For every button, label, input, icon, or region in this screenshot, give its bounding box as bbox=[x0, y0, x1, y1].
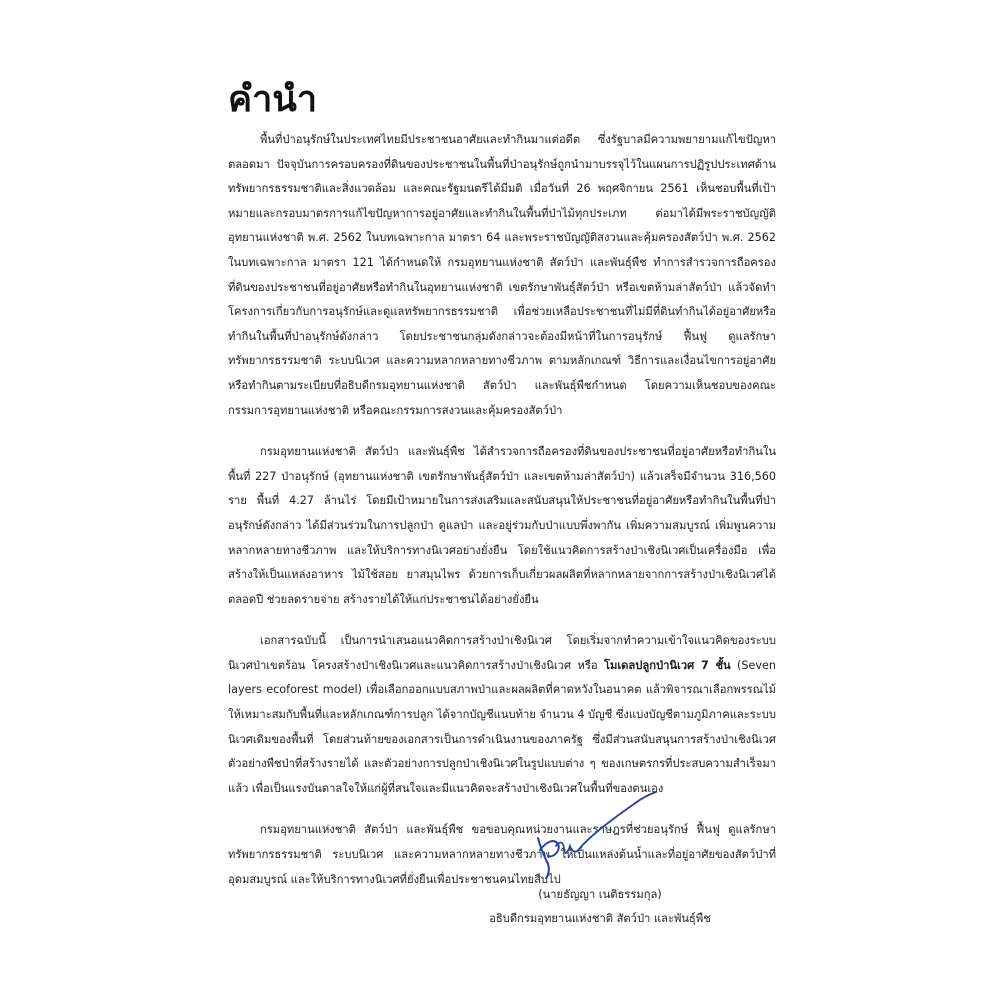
paragraph-3-text-before: เอกสารฉบับนี้ เป็นการนำเสนอแนวคิดการสร้างป่าเชิงนิเวศ โดยเริ่มจากทำความเข้าใจแนวคิดของระบบนิเวศป่าเขตร้อน โครงสร้างป่าเชิงนิเวศและแนวคิดการสร้างป่าเชิงนิเวศ หรือ bbox=[228, 634, 776, 672]
model-name-highlight: โมเดลปลูกป่านิเวศ 7 ชั้น bbox=[603, 658, 731, 672]
foreword-body bbox=[228, 128, 776, 909]
paragraph-2: กรมอุทยานแห่งชาติ สัตว์ป่า และพันธุ์พืช ได้สำรวจการถือครองที่ดินของประชาชนที่อยู่อาศัยหรือทำกินในพื้นที่ 227 ป่าอนุรักษ์ (อุทยานแห่งชาติ เขตรักษาพันธุ์สัตว์ป่า และเขตห้ามล่าสัตว์ป่า) แล้วเสร็จมีจำนวน 316,560 ราย พื้นที่ 4.27 ล้านไร่ โดยมีเป้าหมายในการส่งเสริมและสนับสนุนให้ประชาชนที่อยู่อาศัยหรือทำกินในพื้นที่ป่าอนุรักษ์ดังกล่าว ได้มีส่วนร่วมในการปลูกป่า ดูแลป่า และอยู่ร่วมกับป่าแบบพึ่งพากัน เพิ่มความสมบูรณ์ เพิ่มพูนความหลากหลายทางชีวภาพ และให้บริการทางนิเวศอย่างยั่งยืน โดยใช้แนวคิดการสร้างป่าเชิงนิเวศเป็นเครื่องมือ เพื่อสร้างให้เป็นแหล่งอาหาร ไม้ใช้สอย ยาสมุนไพร ด้วยการเก็บเกี่ยวผลผลิตที่หลากหลายจากการสร้างป่าเชิงนิเวศได้ตลอดปี ช่วยลดรายจ่าย สร้างรายได้ให้แก่ประชาชนได้อย่างยั่งยืน bbox=[228, 445, 776, 606]
paragraph-3-text-after: (Seven layers ecoforest model) เพื่อเลือกออกแบบสภาพป่าและผลผลิตที่คาดหวังในอนาคต แล้วพิจารณาเลือกพรรณไม้ให้เหมาะสมกับพื้นที่และหลักเกณฑ์การปลูก ได้จากบัญชีแนบท้าย จำนวน 4 บัญชี ซึ่งแบ่งบัญชีตามภูมิภาคและระบบนิเวศเดิมของพื้นที่ โดยส่วนท้ายของเอกสารเป็นการดำเนินงานของภาครัฐ ซึ่งมีส่วนสนับสนุนการสร้างป่าเชิงนิเวศ ตัวอย่างพืชป่าที่สร้างรายได้ และตัวอย่างการปลูกป่าเชิงนิเวศในรูปแบบต่าง ๆ ของเกษตรกรที่ประสบความสำเร็จมาแล้ว เพื่อเป็นแรงบันดาลใจให้แก่ผู้ที่สนใจและมีแนวคิดจะสร้างป่าเชิงนิเวศในพื้นที่ของตนเอง bbox=[228, 658, 776, 795]
handwritten-signature bbox=[530, 790, 660, 880]
signatory-position: อธิบดีกรมอุทยานแห่งชาติ สัตว์ป่า และพันธุ์พืช bbox=[489, 912, 711, 925]
page-title: คำนำ bbox=[228, 79, 318, 120]
paragraph-1: พื้นที่ป่าอนุรักษ์ในประเทศไทยมีประชาชนอาศัยและทำกินมาแต่อดีต ซึ่งรัฐบาลมีความพยายามแก้ไขปัญหาตลอดมา ปัจจุบันการครอบครองที่ดินของประชาชนในพื้นที่ป่าอนุรักษ์ถูกนำมาบรรจุไว้ในแผนการปฏิรูปประเทศด้านทรัพยากรธรรมชาติและสิ่งแวดล้อม และคณะรัฐมนตรีได้มีมติ เมื่อวันที่ 26 พฤศจิกายน 2561 เห็นชอบพื้นที่เป้าหมายและกรอบมาตรการแก้ไขปัญหาการอยู่อาศัยและทำกินในพื้นที่ป่าไม้ทุกประเภท ต่อมาได้มีพระราชบัญญัติอุทยานแห่งชาติ พ.ศ. 2562 ในบทเฉพาะกาล มาตรา 64 และพระราชบัญญัติสงวนและคุ้มครองสัตว์ป่า พ.ศ. 2562 ในบทเฉพาะกาล มาตรา 121 ได้กำหนดให้ กรมอุทยานแห่งชาติ สัตว์ป่า และพันธุ์พืช ทำการสำรวจการถือครองที่ดินของประชาชนที่อยู่อาศัยหรือทำกินในอุทยานแห่งชาติ เขตรักษาพันธุ์สัตว์ป่า หรือเขตห้ามล่าสัตว์ป่า แล้วจัดทำโครงการเกี่ยวกับการอนุรักษ์และดูแลทรัพยากรธรรมชาติ เพื่อช่วยเหลือประชาชนที่ไม่มีที่ดินทำกินได้อยู่อาศัยหรือทำกินในพื้นที่ป่าอนุรักษ์ดังกล่าว โดยประชาชนกลุ่มดังกล่าวจะต้องมีหน้าที่ในการอนุรักษ์ ฟื้นฟู ดูแลรักษาทรัพยากรธรรมชาติ ระบบนิเวศ และความหลากหลายทางชีวภาพ ตามหลักเกณฑ์ วิธีการและเงื่อนไขการอยู่อาศัย หรือทำกินตามระเบียบที่อธิบดีกรมอุทยานแห่งชาติ สัตว์ป่า และพันธุ์พืชกำหนด โดยความเห็นชอบของคณะกรรมการอุทยานแห่งชาติ หรือคณะกรรมการสงวนและคุ้มครองสัตว์ป่า bbox=[228, 133, 776, 417]
paragraph-4: กรมอุทยานแห่งชาติ สัตว์ป่า และพันธุ์พืช ขอขอบคุณหน่วยงานและราษฎรที่ช่วยอนุรักษ์ ฟื้นฟู ดูแลรักษาทรัพยากรธรรมชาติ ระบบนิเวศ และความหลากหลายทางชีวภาพ ให้เป็นแหล่งต้นน้ำและที่อยู่อาศัยของสัตว์ป่าที่อุดมสมบูรณ์ และให้บริการทางนิเวศที่ยั่งยืนเพื่อประชาชนคนไทยสืบไป bbox=[228, 823, 776, 886]
paragraph-3 bbox=[228, 629, 776, 801]
signatory-name: (นายธัญญา เนติธรรมกุล) bbox=[538, 888, 662, 901]
